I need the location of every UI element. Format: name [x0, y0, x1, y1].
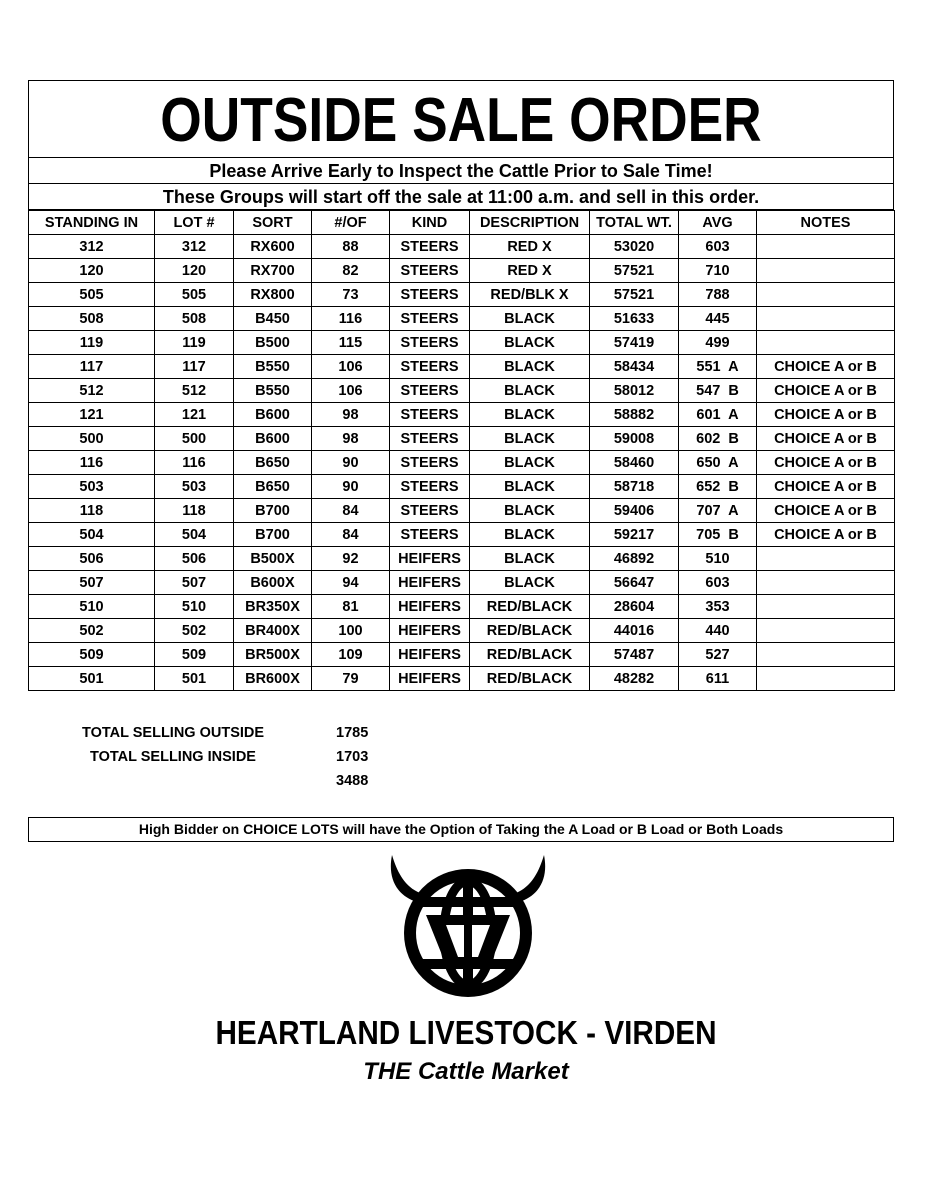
table-cell: 100	[312, 619, 390, 643]
table-cell: B500X	[234, 547, 312, 571]
table-cell: CHOICE A or B	[757, 355, 895, 379]
table-cell: 502	[29, 619, 155, 643]
table-cell: 121	[29, 403, 155, 427]
table-cell: 106	[312, 355, 390, 379]
table-cell: B650	[234, 475, 312, 499]
table-cell	[757, 283, 895, 307]
total-outside-label: TOTAL SELLING OUTSIDE	[82, 725, 265, 741]
table-row	[29, 619, 895, 643]
table-cell: STEERS	[390, 451, 470, 475]
table-cell: 120	[155, 259, 234, 283]
table-cell: RED X	[470, 259, 590, 283]
table-cell: RED/BLK X	[470, 283, 590, 307]
table-cell: 500	[29, 427, 155, 451]
bull-globe-logo-icon	[386, 853, 550, 1001]
table-cell: 90	[312, 475, 390, 499]
table-row	[29, 307, 895, 331]
table-cell: STEERS	[390, 283, 470, 307]
table-cell: 508	[29, 307, 155, 331]
table-cell	[757, 331, 895, 355]
table-cell: BLACK	[470, 451, 590, 475]
table-cell: 501	[29, 667, 155, 691]
table-row	[29, 643, 895, 667]
table-cell: BR500X	[234, 643, 312, 667]
table-cell: 73	[312, 283, 390, 307]
table-cell: 98	[312, 427, 390, 451]
table-cell: 109	[312, 643, 390, 667]
table-cell	[757, 547, 895, 571]
table-cell: CHOICE A or B	[757, 451, 895, 475]
table-row	[29, 523, 895, 547]
table-cell: B450	[234, 307, 312, 331]
table-cell: 509	[29, 643, 155, 667]
table-cell: 505	[29, 283, 155, 307]
table-cell: STEERS	[390, 379, 470, 403]
table-row	[29, 355, 895, 379]
column-header: LOT #	[155, 211, 234, 235]
table-cell: 353	[679, 595, 757, 619]
table-cell: HEIFERS	[390, 595, 470, 619]
table-cell: STEERS	[390, 499, 470, 523]
table-cell	[757, 619, 895, 643]
table-cell: BR350X	[234, 595, 312, 619]
table-cell: 98	[312, 403, 390, 427]
table-cell: 117	[155, 355, 234, 379]
table-row	[29, 547, 895, 571]
table-cell: 506	[29, 547, 155, 571]
table-cell: 53020	[590, 235, 679, 259]
table-cell: RX700	[234, 259, 312, 283]
table-cell: B550	[234, 379, 312, 403]
choice-lots-note: High Bidder on CHOICE LOTS will have the Option of Taking the A Load or B Load or Both Loads	[28, 817, 894, 842]
table-cell: 84	[312, 499, 390, 523]
table-cell: 445	[679, 307, 757, 331]
table-cell: 788	[679, 283, 757, 307]
table-cell: 705 B	[679, 523, 757, 547]
table-cell	[757, 235, 895, 259]
total-outside-value: 1785	[336, 725, 369, 741]
table-cell: 92	[312, 547, 390, 571]
table-cell: 121	[155, 403, 234, 427]
table-cell: BLACK	[470, 571, 590, 595]
table-cell: 602 B	[679, 427, 757, 451]
column-header: KIND	[390, 211, 470, 235]
table-row	[29, 451, 895, 475]
sale-start-notice: These Groups will start off the sale at 11:00 a.m. and sell in this order.	[162, 187, 760, 207]
table-cell: RED/BLACK	[470, 595, 590, 619]
table-cell	[757, 595, 895, 619]
column-header: TOTAL WT.	[590, 211, 679, 235]
table-row	[29, 499, 895, 523]
table-cell: HEIFERS	[390, 571, 470, 595]
table-cell: 28604	[590, 595, 679, 619]
table-cell: 119	[29, 331, 155, 355]
table-cell: CHOICE A or B	[757, 379, 895, 403]
table-cell: BR600X	[234, 667, 312, 691]
table-row	[29, 571, 895, 595]
table-cell: 116	[29, 451, 155, 475]
table-cell: BLACK	[470, 379, 590, 403]
table-cell: B550	[234, 355, 312, 379]
table-cell: 56647	[590, 571, 679, 595]
table-cell: B700	[234, 499, 312, 523]
table-cell: HEIFERS	[390, 643, 470, 667]
table-cell: 57419	[590, 331, 679, 355]
table-cell: 504	[29, 523, 155, 547]
table-cell: RED/BLACK	[470, 643, 590, 667]
table-cell: STEERS	[390, 235, 470, 259]
table-cell: CHOICE A or B	[757, 403, 895, 427]
table-cell: STEERS	[390, 355, 470, 379]
table-cell: STEERS	[390, 307, 470, 331]
table-cell: STEERS	[390, 427, 470, 451]
table-cell: 118	[29, 499, 155, 523]
table-cell: 120	[29, 259, 155, 283]
table-cell: B700	[234, 523, 312, 547]
table-cell: HEIFERS	[390, 619, 470, 643]
table-cell: STEERS	[390, 403, 470, 427]
column-header: #/OF	[312, 211, 390, 235]
table-cell: 312	[29, 235, 155, 259]
table-cell: B600	[234, 403, 312, 427]
title-row	[29, 81, 893, 158]
table-cell: 710	[679, 259, 757, 283]
table-cell: BLACK	[470, 403, 590, 427]
table-cell: 510	[29, 595, 155, 619]
table-cell: 512	[29, 379, 155, 403]
table-cell: BLACK	[470, 499, 590, 523]
table-cell: BR400X	[234, 619, 312, 643]
table-cell: BLACK	[470, 307, 590, 331]
table-cell: 505	[155, 283, 234, 307]
table-cell: 118	[155, 499, 234, 523]
table-body	[29, 235, 895, 691]
table-cell	[757, 571, 895, 595]
table-cell: HEIFERS	[390, 547, 470, 571]
table-row	[29, 379, 895, 403]
table-cell: RX800	[234, 283, 312, 307]
table-cell: 508	[155, 307, 234, 331]
table-cell: 440	[679, 619, 757, 643]
table-cell: CHOICE A or B	[757, 523, 895, 547]
table-cell: 507	[155, 571, 234, 595]
table-cell: 106	[312, 379, 390, 403]
table-cell: 81	[312, 595, 390, 619]
table-cell: 115	[312, 331, 390, 355]
table-cell: RX600	[234, 235, 312, 259]
company-name: HEARTLAND LIVESTOCK - VIRDEN	[215, 1014, 717, 1051]
table-cell: 44016	[590, 619, 679, 643]
table-cell: STEERS	[390, 259, 470, 283]
table-cell: 603	[679, 571, 757, 595]
table-cell: RED X	[470, 235, 590, 259]
table-cell: BLACK	[470, 427, 590, 451]
column-header: SORT	[234, 211, 312, 235]
table-row	[29, 595, 895, 619]
table-cell: 551 A	[679, 355, 757, 379]
column-header: AVG	[679, 211, 757, 235]
table-cell: 502	[155, 619, 234, 643]
table-cell: 601 A	[679, 403, 757, 427]
table-cell: 116	[312, 307, 390, 331]
table-cell: 88	[312, 235, 390, 259]
table-cell: BLACK	[470, 331, 590, 355]
table-cell: 650 A	[679, 451, 757, 475]
table-cell: 312	[155, 235, 234, 259]
column-header: DESCRIPTION	[470, 211, 590, 235]
table-cell: RED/BLACK	[470, 667, 590, 691]
table-cell: STEERS	[390, 475, 470, 499]
table-cell: 94	[312, 571, 390, 595]
table-row	[29, 427, 895, 451]
table-cell: 500	[155, 427, 234, 451]
table-cell: B600X	[234, 571, 312, 595]
table-cell: RED/BLACK	[470, 619, 590, 643]
table-cell: 510	[679, 547, 757, 571]
table-cell: 59406	[590, 499, 679, 523]
table-cell: STEERS	[390, 331, 470, 355]
table-row	[29, 667, 895, 691]
table-cell	[757, 259, 895, 283]
table-cell: 57521	[590, 259, 679, 283]
table-cell: 79	[312, 667, 390, 691]
table-cell: 57487	[590, 643, 679, 667]
table-cell	[757, 307, 895, 331]
table-cell: B500	[234, 331, 312, 355]
table-cell: 58460	[590, 451, 679, 475]
sale-order-table	[28, 210, 895, 691]
table-cell: 527	[679, 643, 757, 667]
table-cell: 603	[679, 235, 757, 259]
table-cell: 503	[29, 475, 155, 499]
column-header: NOTES	[757, 211, 895, 235]
table-row	[29, 283, 895, 307]
table-cell: 119	[155, 331, 234, 355]
arrival-notice: Please Arrive Early to Inspect the Cattle Prior to Sale Time!	[29, 158, 893, 184]
table-cell: 510	[155, 595, 234, 619]
table-cell: 58434	[590, 355, 679, 379]
table-cell: 116	[155, 451, 234, 475]
sale-order-sheet	[28, 80, 894, 691]
table-cell: 507	[29, 571, 155, 595]
table-row	[29, 235, 895, 259]
table-cell: 501	[155, 667, 234, 691]
table-cell: 509	[155, 643, 234, 667]
table-cell: BLACK	[470, 475, 590, 499]
header-frame	[28, 80, 894, 210]
total-inside-label: TOTAL SELLING INSIDE	[90, 749, 256, 765]
table-cell: 512	[155, 379, 234, 403]
table-cell: 547 B	[679, 379, 757, 403]
table-cell: 117	[29, 355, 155, 379]
table-cell: 59217	[590, 523, 679, 547]
table-cell: B650	[234, 451, 312, 475]
table-cell: HEIFERS	[390, 667, 470, 691]
table-cell: 57521	[590, 283, 679, 307]
total-inside-value: 1703	[336, 749, 369, 765]
table-cell: 51633	[590, 307, 679, 331]
grand-total-value: 3488	[336, 773, 369, 789]
table-cell	[757, 643, 895, 667]
table-cell: STEERS	[390, 523, 470, 547]
table-cell: BLACK	[470, 547, 590, 571]
table-cell: 58718	[590, 475, 679, 499]
table-cell: 707 A	[679, 499, 757, 523]
table-cell: BLACK	[470, 523, 590, 547]
table-cell: 46892	[590, 547, 679, 571]
table-cell: 90	[312, 451, 390, 475]
table-cell: BLACK	[470, 355, 590, 379]
table-cell: 48282	[590, 667, 679, 691]
table-cell: 499	[679, 331, 757, 355]
page-title: OUTSIDE SALE ORDER	[160, 86, 762, 155]
table-cell	[757, 667, 895, 691]
table-cell: 82	[312, 259, 390, 283]
table-cell: 84	[312, 523, 390, 547]
table-cell: 59008	[590, 427, 679, 451]
table-cell: 504	[155, 523, 234, 547]
table-cell: 611	[679, 667, 757, 691]
table-row	[29, 403, 895, 427]
table-row	[29, 475, 895, 499]
table-cell: 503	[155, 475, 234, 499]
table-cell: B600	[234, 427, 312, 451]
company-tagline: THE Cattle Market	[363, 1058, 569, 1085]
table-cell: CHOICE A or B	[757, 475, 895, 499]
table-cell: CHOICE A or B	[757, 427, 895, 451]
table-cell: 58882	[590, 403, 679, 427]
table-cell: 652 B	[679, 475, 757, 499]
table-row	[29, 331, 895, 355]
table-row	[29, 259, 895, 283]
table-header-row	[29, 211, 895, 235]
table-cell: CHOICE A or B	[757, 499, 895, 523]
column-header: STANDING IN	[29, 211, 155, 235]
table-cell: 506	[155, 547, 234, 571]
table-cell: 58012	[590, 379, 679, 403]
